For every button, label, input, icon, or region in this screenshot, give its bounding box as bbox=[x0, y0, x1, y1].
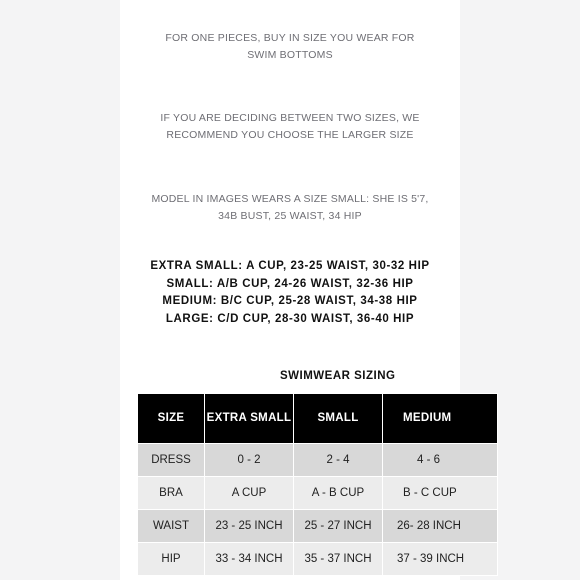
table-cell: 4 - 6 bbox=[383, 444, 498, 477]
table-cell: 33 - 34 INCH bbox=[205, 543, 294, 576]
size-line-small: SMALL: A/B CUP, 24-26 WAIST, 32-36 HIP bbox=[166, 277, 414, 290]
header-medium: MEDIUM bbox=[383, 394, 498, 444]
size-line-medium: MEDIUM: B/C CUP, 25-28 WAIST, 34-38 HIP bbox=[162, 295, 418, 307]
table-cell: 2 - 4 bbox=[294, 444, 383, 477]
table-cell: 26- 28 INCH bbox=[383, 510, 498, 543]
row-label: DRESS bbox=[138, 444, 205, 477]
table-row bbox=[138, 477, 498, 510]
table-cell: 0 - 2 bbox=[205, 444, 294, 477]
table-cell: A CUP bbox=[205, 477, 294, 510]
sizing-table-container bbox=[137, 393, 465, 565]
table-row bbox=[138, 543, 498, 576]
model-size-note: MODEL IN IMAGES WEARS A SIZE SMALL: SHE IS 5'7, 34B BUST, 25 WAIST, 34 HIP bbox=[151, 193, 429, 222]
table-cell: 37 - 39 INCH bbox=[383, 543, 498, 576]
header-extra-small: EXTRA SMALL bbox=[205, 394, 294, 444]
table-cell: 25 - 27 INCH bbox=[294, 510, 383, 543]
table-header-row bbox=[138, 394, 498, 444]
table-row bbox=[138, 510, 498, 543]
table-cell: A - B CUP bbox=[294, 477, 383, 510]
size-line-large: LARGE: C/D CUP, 28-30 WAIST, 36-40 HIP bbox=[165, 312, 415, 325]
row-label: WAIST bbox=[138, 510, 205, 543]
size-line-extra-small: EXTRA SMALL: A CUP, 23-25 WAIST, 30-32 HIP bbox=[150, 260, 430, 272]
size-guide-panel bbox=[120, 0, 465, 580]
row-label: HIP bbox=[138, 543, 205, 576]
between-sizes-note: IF YOU ARE DECIDING BETWEEN TWO SIZES, WE RECOMMEND YOU CHOOSE THE LARGER SIZE bbox=[160, 112, 420, 141]
row-label: BRA bbox=[138, 477, 205, 510]
size-list bbox=[120, 258, 460, 328]
table-cell: B - C CUP bbox=[383, 477, 498, 510]
header-small: SMALL bbox=[294, 394, 383, 444]
header-size: SIZE bbox=[138, 394, 205, 444]
table-cell: 23 - 25 INCH bbox=[205, 510, 294, 543]
sizing-table bbox=[137, 393, 498, 576]
table-cell: 35 - 37 INCH bbox=[294, 543, 383, 576]
swimwear-sizing-title: SWIMWEAR SIZING bbox=[280, 370, 396, 382]
one-piece-note: FOR ONE PIECES, BUY IN SIZE YOU WEAR FOR SWIM BOTTOMS bbox=[165, 32, 415, 61]
table-row bbox=[138, 444, 498, 477]
